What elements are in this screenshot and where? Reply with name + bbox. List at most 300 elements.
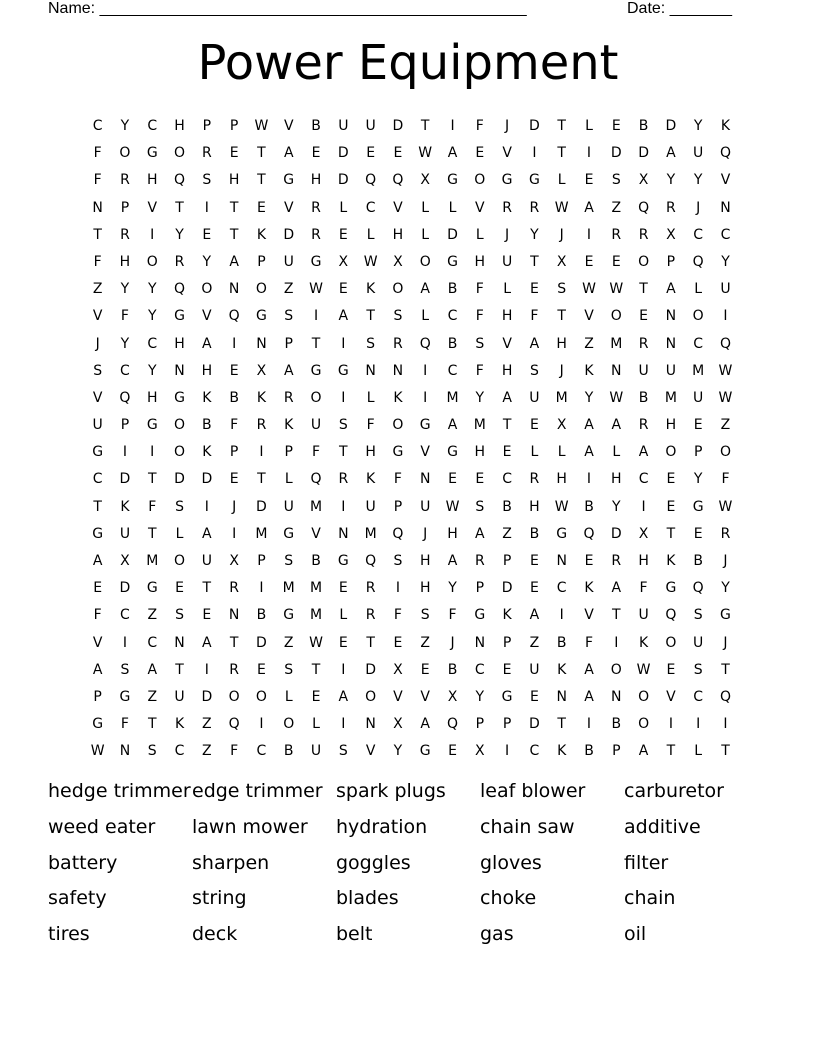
grid-letter: N <box>256 335 267 352</box>
grid-letter: P <box>229 444 239 461</box>
word-bank-item: carburetor <box>624 780 724 802</box>
grid-letter: E <box>529 281 539 298</box>
grid-letter: H <box>310 172 322 189</box>
grid-letter: G <box>174 308 185 325</box>
grid-letter: G <box>447 253 458 270</box>
grid-letter: B <box>229 389 239 406</box>
grid-letter: Z <box>502 525 512 542</box>
grid-letter: S <box>393 553 403 569</box>
grid-letter: U <box>720 281 731 298</box>
grid-letter: O <box>228 688 240 705</box>
grid-letter: W <box>445 498 460 515</box>
grid-letter: J <box>723 553 728 569</box>
grid-letter: U <box>665 362 676 379</box>
grid-letter: A <box>584 688 594 705</box>
grid-letter: A <box>420 716 430 733</box>
grid-letter: L <box>694 743 703 760</box>
grid-letter: E <box>229 362 239 379</box>
grid-letter: H <box>174 335 185 352</box>
grid-letter: K <box>256 389 267 406</box>
word-bank-item: chain saw <box>480 815 575 838</box>
grid-letter: T <box>666 743 676 760</box>
grid-letter: I <box>232 335 237 352</box>
grid-letter: P <box>93 688 102 705</box>
grid-letter: J <box>95 335 100 352</box>
grid-letter: O <box>255 688 267 705</box>
grid-letter: I <box>232 525 237 542</box>
grid-letter: R <box>502 199 512 216</box>
grid-letter: T <box>257 471 266 488</box>
grid-letter: I <box>586 716 592 733</box>
grid-letter: G <box>310 362 322 379</box>
grid-letter: H <box>174 118 185 134</box>
grid-letter: U <box>501 253 513 270</box>
grid-letter: G <box>692 498 704 515</box>
grid-letter: D <box>501 580 513 597</box>
grid-letter: E <box>639 308 649 325</box>
grid-letter: Y <box>448 580 457 597</box>
grid-letter: T <box>93 226 102 243</box>
grid-letter: H <box>146 172 158 189</box>
grid-letter: E <box>202 226 212 243</box>
grid-letter: M <box>282 580 295 597</box>
grid-letter: B <box>502 498 512 515</box>
grid-letter: V <box>283 199 294 216</box>
grid-letter: L <box>557 172 566 189</box>
grid-letter: L <box>421 199 430 216</box>
word-bank-item: string <box>192 887 247 910</box>
grid-letter: E <box>693 525 703 542</box>
grid-letter: P <box>475 580 485 597</box>
grid-letter: G <box>501 688 513 705</box>
grid-letter: K <box>584 362 594 379</box>
grid-letter: G <box>119 688 131 705</box>
grid-letter: C <box>147 634 158 651</box>
grid-letter: F <box>120 716 129 733</box>
grid-letter: F <box>230 743 239 760</box>
grid-letter: J <box>505 118 510 134</box>
grid-letter: I <box>341 716 346 733</box>
grid-letter: Y <box>393 743 403 760</box>
grid-letter: C <box>693 226 704 243</box>
grid-letter: C <box>447 308 458 325</box>
grid-letter: V <box>475 199 485 216</box>
grid-letter: D <box>529 716 540 733</box>
grid-letter: K <box>174 716 185 733</box>
grid-letter: B <box>447 281 458 298</box>
grid-letter: G <box>720 607 731 624</box>
grid-letter: C <box>365 199 376 216</box>
grid-letter: V <box>420 444 430 461</box>
grid-letter: B <box>283 743 294 760</box>
grid-letter: G <box>337 553 349 569</box>
grid-letter: E <box>475 471 485 488</box>
grid-letter: N <box>119 743 131 760</box>
grid-letter: U <box>283 498 294 515</box>
grid-letter: G <box>146 417 158 434</box>
grid-letter: N <box>392 362 404 379</box>
grid-letter: Q <box>719 688 731 705</box>
grid-letter: W <box>254 118 269 134</box>
word-search-grid <box>84 113 739 766</box>
grid-letter: I <box>341 498 346 515</box>
grid-letter: B <box>584 743 594 760</box>
grid-letter: P <box>120 417 130 434</box>
grid-letter: P <box>284 335 293 352</box>
grid-letter: U <box>365 118 376 134</box>
grid-letter: U <box>693 634 704 651</box>
grid-letter: Q <box>174 281 186 298</box>
grid-letter: T <box>557 118 566 134</box>
grid-letter: G <box>447 172 458 189</box>
grid-letter: K <box>256 226 267 243</box>
grid-letter: O <box>638 716 650 733</box>
grid-letter: A <box>229 253 239 270</box>
grid-letter: G <box>392 444 404 461</box>
grid-letter: G <box>92 525 104 542</box>
grid-letter: A <box>611 417 622 434</box>
grid-letter: Q <box>446 716 459 733</box>
grid-letter: K <box>366 471 376 488</box>
grid-letter: H <box>611 471 622 488</box>
grid-letter: D <box>665 118 677 134</box>
word-bank-item: blades <box>336 887 399 910</box>
grid-letter: V <box>202 308 212 325</box>
grid-letter: A <box>92 553 103 569</box>
grid-letter: O <box>310 389 322 406</box>
grid-letter: T <box>721 661 730 678</box>
grid-letter: C <box>529 743 540 760</box>
word-bank-item: filter <box>624 851 669 874</box>
grid-letter: X <box>556 253 567 270</box>
grid-letter: S <box>338 743 348 760</box>
grid-letter: S <box>529 362 539 379</box>
grid-letter: V <box>92 308 103 325</box>
grid-letter: S <box>338 417 348 434</box>
grid-letter: T <box>366 634 375 651</box>
word-bank-item: choke <box>480 887 537 910</box>
grid-letter: J <box>696 199 701 216</box>
grid-letter: F <box>530 308 539 325</box>
grid-letter: T <box>93 498 102 515</box>
grid-letter: M <box>146 553 159 569</box>
grid-letter: H <box>228 172 240 189</box>
grid-letter: T <box>175 661 184 678</box>
grid-letter: Q <box>638 199 650 216</box>
grid-letter: O <box>174 444 186 461</box>
word-bank-item: battery <box>48 851 118 874</box>
grid-letter: C <box>256 743 267 760</box>
grid-letter: T <box>639 281 648 298</box>
grid-letter: F <box>475 308 484 325</box>
grid-letter: Y <box>693 471 703 488</box>
grid-letter: I <box>341 661 346 678</box>
grid-letter: Y <box>693 172 703 189</box>
grid-letter: N <box>228 281 240 298</box>
grid-letter: E <box>338 580 348 597</box>
grid-letter: T <box>366 308 375 325</box>
grid-letter: A <box>584 199 594 216</box>
grid-letter: G <box>92 444 104 461</box>
grid-letter: G <box>419 417 431 434</box>
grid-letter: U <box>420 498 431 515</box>
grid-letter: B <box>611 716 622 733</box>
grid-letter: T <box>557 716 566 733</box>
grid-letter: Y <box>721 253 730 270</box>
grid-letter: H <box>201 362 213 379</box>
grid-letter: M <box>309 607 323 624</box>
word-bank-item: tires <box>48 923 90 946</box>
grid-letter: N <box>174 362 185 379</box>
word-bank-item: edge trimmer <box>192 780 323 802</box>
grid-letter: T <box>311 661 321 678</box>
grid-letter: U <box>119 525 131 542</box>
grid-letter: G <box>447 444 458 461</box>
grid-letter: P <box>257 253 266 270</box>
grid-letter: O <box>474 172 486 189</box>
grid-letter: E <box>257 661 266 678</box>
grid-letter: F <box>721 471 730 488</box>
grid-letter: E <box>175 580 184 597</box>
grid-letter: B <box>256 607 267 624</box>
grid-letter: Z <box>611 199 622 216</box>
grid-letter: F <box>475 118 484 134</box>
grid-letter: L <box>448 199 457 216</box>
grid-letter: N <box>174 634 185 651</box>
grid-letter: V <box>584 308 594 325</box>
grid-letter: T <box>311 335 321 352</box>
grid-letter: E <box>529 417 539 434</box>
grid-letter: E <box>311 145 321 162</box>
grid-letter: U <box>174 688 185 705</box>
grid-letter: C <box>638 471 649 488</box>
grid-letter: B <box>584 498 594 515</box>
grid-letter: F <box>230 417 239 434</box>
grid-letter: T <box>666 525 676 542</box>
grid-letter: F <box>93 607 102 624</box>
grid-letter: G <box>665 580 677 597</box>
grid-letter: O <box>146 253 158 270</box>
grid-letter: S <box>420 607 430 624</box>
grid-letter: I <box>696 716 701 733</box>
word-bank-item: hydration <box>336 815 428 838</box>
grid-letter: G <box>146 145 158 162</box>
grid-letter: Z <box>147 607 158 624</box>
grid-letter: R <box>720 525 731 542</box>
grid-letter: S <box>475 335 485 352</box>
grid-letter: X <box>666 226 676 243</box>
grid-letter: V <box>420 688 430 705</box>
grid-letter: O <box>665 444 677 461</box>
grid-letter: C <box>174 743 185 760</box>
grid-letter: X <box>475 743 485 760</box>
grid-letter: E <box>338 226 348 243</box>
grid-letter: V <box>92 634 103 651</box>
grid-letter: U <box>638 607 649 624</box>
grid-letter: V <box>365 743 376 760</box>
grid-letter: J <box>505 226 510 243</box>
grid-letter: R <box>311 199 321 216</box>
grid-letter: D <box>610 145 622 162</box>
grid-letter: G <box>283 172 295 189</box>
grid-letter: X <box>256 362 267 379</box>
grid-letter: R <box>666 199 676 216</box>
grid-letter: P <box>666 253 676 270</box>
grid-letter: C <box>447 362 458 379</box>
grid-letter: O <box>610 661 622 678</box>
grid-letter: A <box>529 335 540 352</box>
grid-letter: O <box>392 417 404 434</box>
grid-letter: G <box>474 607 486 624</box>
date-field-label: Date: _______ <box>627 0 732 17</box>
grid-letter: R <box>638 417 649 434</box>
grid-letter: W <box>309 281 323 298</box>
word-bank-item: spark plugs <box>336 780 446 802</box>
grid-letter: O <box>174 145 186 162</box>
grid-letter: C <box>720 226 731 243</box>
grid-letter: P <box>393 498 403 515</box>
grid-letter: F <box>393 471 402 488</box>
grid-letter: B <box>202 417 212 434</box>
grid-letter: A <box>447 417 458 434</box>
grid-letter: Q <box>719 145 731 162</box>
word-bank-item: hedge trimmer <box>48 780 191 802</box>
grid-letter: G <box>528 172 540 189</box>
grid-letter: I <box>341 335 346 352</box>
grid-letter: I <box>614 634 619 651</box>
grid-letter: R <box>229 580 239 597</box>
grid-letter: L <box>503 281 511 298</box>
grid-letter: T <box>721 743 730 760</box>
grid-letter: E <box>611 118 621 134</box>
grid-letter: A <box>666 281 676 298</box>
grid-letter: T <box>229 634 239 651</box>
grid-letter: V <box>393 688 403 705</box>
grid-letter: E <box>666 471 676 488</box>
grid-letter: S <box>120 661 130 678</box>
grid-letter: H <box>501 308 513 325</box>
grid-letter: L <box>339 199 348 216</box>
grid-letter: D <box>365 661 376 678</box>
grid-letter: W <box>554 498 569 515</box>
grid-letter: I <box>423 389 428 406</box>
grid-letter: T <box>229 199 239 216</box>
grid-letter: W <box>90 743 105 760</box>
grid-letter: I <box>532 145 537 162</box>
grid-letter: R <box>529 471 540 488</box>
grid-letter: T <box>202 580 212 597</box>
grid-letter: H <box>365 444 376 461</box>
grid-letter: Q <box>228 716 240 733</box>
grid-letter: M <box>473 417 486 434</box>
grid-letter: G <box>92 716 104 733</box>
grid-letter: H <box>501 362 513 379</box>
grid-letter: D <box>337 145 349 162</box>
grid-letter: N <box>665 308 677 325</box>
grid-letter: E <box>611 253 621 270</box>
grid-letter: E <box>529 553 539 569</box>
grid-letter: N <box>419 471 431 488</box>
grid-letter: X <box>393 661 403 678</box>
grid-letter: P <box>284 444 293 461</box>
grid-letter: P <box>202 118 212 134</box>
grid-letter: N <box>92 199 103 216</box>
grid-letter: N <box>665 335 677 352</box>
grid-letter: X <box>393 716 403 733</box>
grid-letter: R <box>311 226 321 243</box>
grid-letter: S <box>93 362 103 379</box>
grid-letter: E <box>93 580 103 597</box>
grid-letter: E <box>584 253 594 270</box>
grid-letter: K <box>502 607 512 624</box>
grid-letter: X <box>229 553 239 569</box>
grid-letter: A <box>529 607 540 624</box>
grid-letter: C <box>120 362 130 379</box>
grid-letter: E <box>393 145 403 162</box>
grid-letter: T <box>502 417 512 434</box>
grid-letter: Y <box>584 389 594 406</box>
grid-letter: J <box>559 362 564 379</box>
grid-letter: Q <box>365 172 377 189</box>
grid-letter: T <box>557 308 566 325</box>
grid-letter: D <box>529 118 540 134</box>
grid-letter: Z <box>202 743 212 760</box>
grid-letter: T <box>257 145 266 162</box>
grid-letter: J <box>450 634 455 651</box>
grid-letter: P <box>612 743 621 760</box>
grid-letter: U <box>638 362 649 379</box>
grid-letter: Y <box>693 118 703 134</box>
grid-letter: T <box>612 607 621 624</box>
grid-letter: O <box>174 417 186 434</box>
grid-letter: H <box>119 253 131 270</box>
grid-letter: U <box>693 145 704 162</box>
grid-letter: H <box>556 471 567 488</box>
grid-letter: X <box>556 417 567 434</box>
grid-letter: D <box>119 580 131 597</box>
grid-letter: R <box>393 335 403 352</box>
grid-letter: R <box>174 253 185 270</box>
grid-letter: F <box>148 498 157 515</box>
grid-letter: R <box>365 607 376 624</box>
grid-letter: Y <box>120 335 130 352</box>
grid-letter: Q <box>392 172 404 189</box>
grid-letter: J <box>723 634 728 651</box>
grid-letter: I <box>586 471 592 488</box>
grid-letter: A <box>283 145 294 162</box>
grid-letter: E <box>502 661 512 678</box>
grid-letter: R <box>365 580 376 597</box>
grid-letter: A <box>475 525 485 542</box>
grid-letter: Y <box>147 308 157 325</box>
grid-letter: I <box>668 716 673 733</box>
grid-letter: H <box>665 417 677 434</box>
grid-letter: U <box>693 389 704 406</box>
grid-letter: V <box>311 525 321 542</box>
grid-letter: N <box>611 688 622 705</box>
grid-letter: P <box>229 118 239 134</box>
grid-letter: O <box>255 281 267 298</box>
grid-letter: Z <box>584 335 594 352</box>
grid-letter: T <box>147 525 157 542</box>
grid-letter: D <box>392 118 404 134</box>
grid-letter: U <box>529 389 540 406</box>
grid-letter: F <box>93 145 102 162</box>
grid-letter: Y <box>147 281 157 298</box>
grid-letter: S <box>147 743 157 760</box>
grid-letter: L <box>339 607 348 624</box>
grid-letter: W <box>363 253 378 270</box>
